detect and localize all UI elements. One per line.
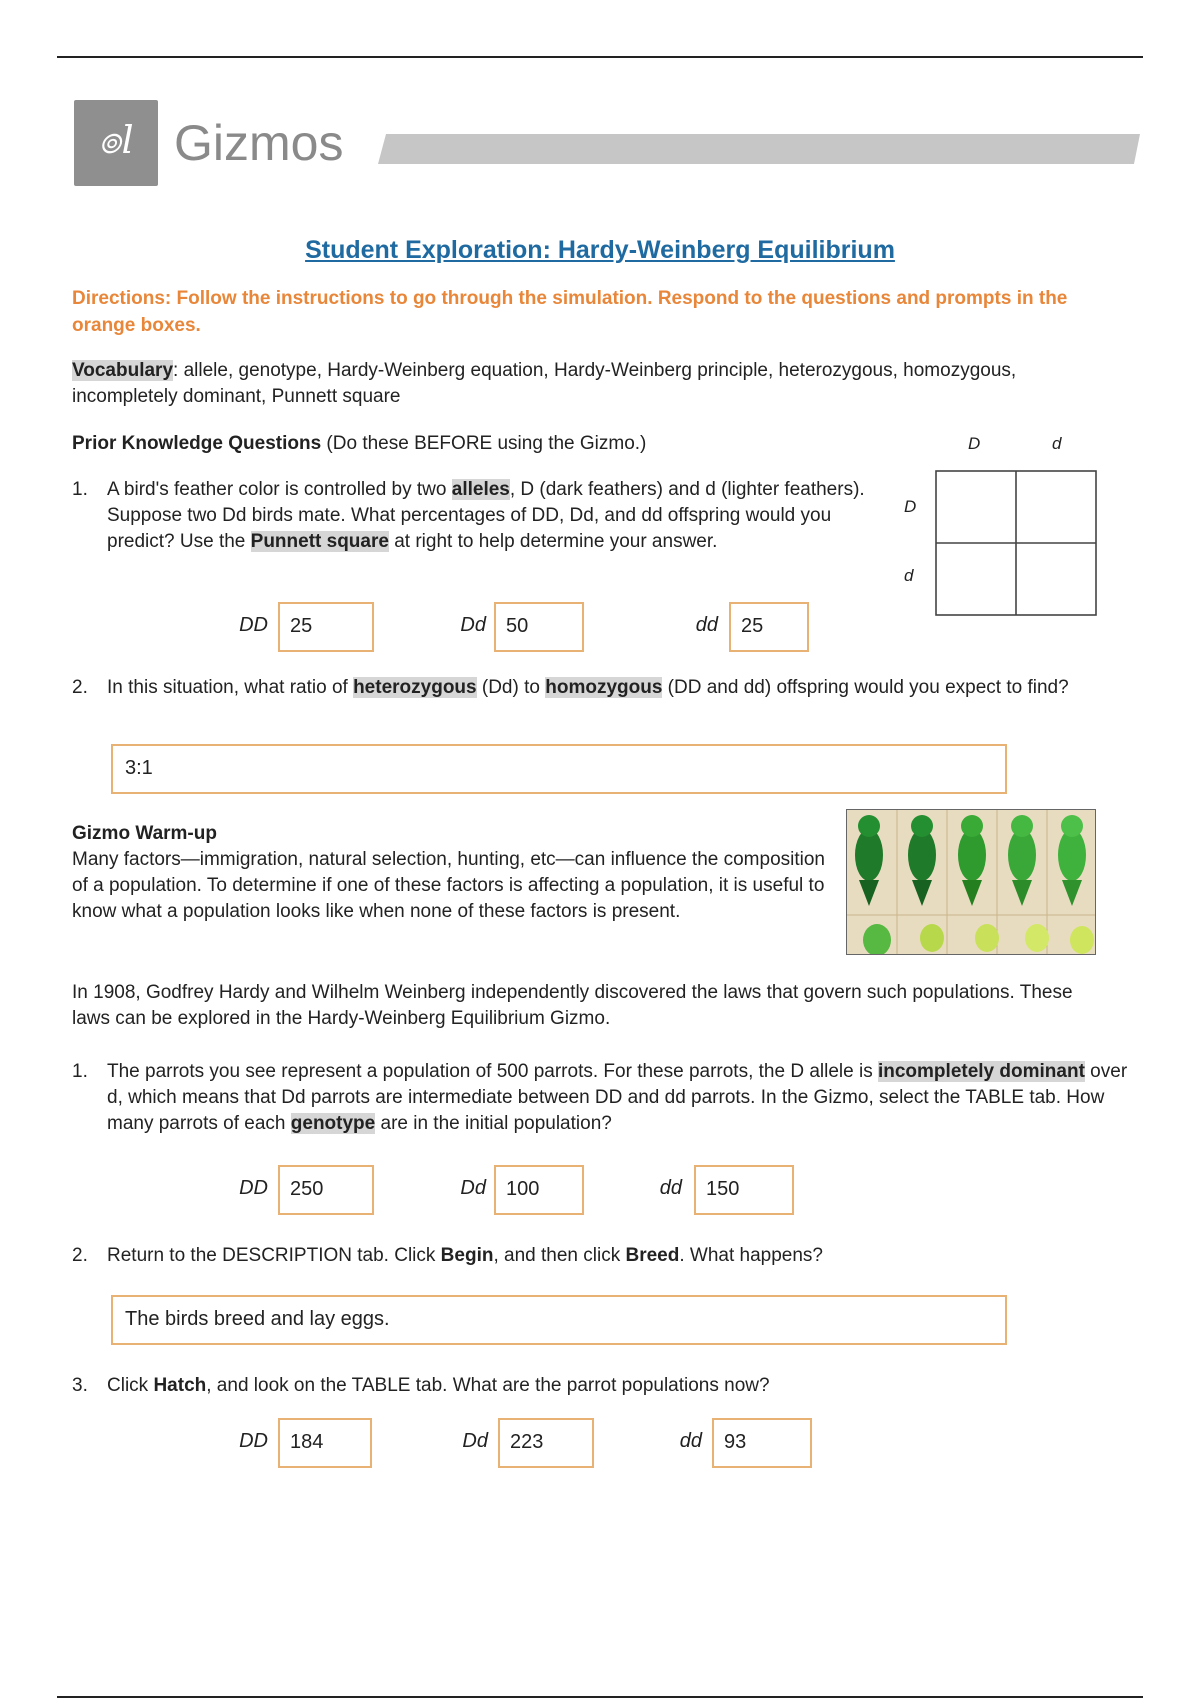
question-1-text xyxy=(107,477,882,555)
q1-text-part: A bird's feather color is controlled by two xyxy=(107,479,452,500)
q1-term-alleles: alleles xyxy=(451,479,510,500)
wq1-term-genotype: genotype xyxy=(290,1113,376,1134)
answer-box-DD[interactable]: 25 xyxy=(278,602,374,652)
warmup-question-1-text xyxy=(107,1059,1147,1137)
q2-term-homozygous: homozygous xyxy=(545,677,663,698)
q1-term-punnett: Punnett square xyxy=(250,531,389,552)
answer-box-dd[interactable]: 25 xyxy=(729,602,809,652)
prior-heading-label: Prior Knowledge Questions xyxy=(72,433,322,454)
directions-text: Directions: Follow the instructions to go through the simulation. Respond to the questions and prompts in the orange boxes. xyxy=(72,288,1068,336)
header-bar xyxy=(378,134,1140,164)
answer-label: dd xyxy=(659,1177,682,1199)
punnett-col-1: D xyxy=(968,434,981,453)
q2-term-heterozygous: heterozygous xyxy=(353,677,477,698)
wq1-text-part: are in the initial population? xyxy=(375,1113,612,1134)
punnett-row-1: D xyxy=(904,497,917,516)
punnett-row-2: d xyxy=(904,566,914,585)
wq1-text-part: over d, which means that Dd parrots are intermediate between DD and dd parrots. In the Gizmo, select the TABLE tab. How many parrots of each xyxy=(107,1061,1128,1134)
warmup-heading: Gizmo Warm-up xyxy=(72,823,217,844)
answer-box-DD-initial[interactable]: 250 xyxy=(278,1165,374,1215)
q2-text-part: In this situation, what ratio of xyxy=(107,677,354,698)
warmup-paragraph-2: In 1908, Godfrey Hardy and Wilhelm Weinberg independently discovered the laws that govern such populations. These laws can be explored in the Hardy-Weinberg Equilibrium Gizmo. xyxy=(72,982,1073,1029)
answer-box-DD-hatched[interactable]: 184 xyxy=(278,1418,372,1468)
warmup-paragraph-1: Many factors—immigration, natural selection, hunting, etc—can influence the composition of a population. To determine if one of these factors is affecting a population, it is useful to know what a population looks like when none of these factors is present. xyxy=(72,849,825,922)
answer-label: DD xyxy=(239,1430,268,1452)
q1-text-part: at right to help determine your answer. xyxy=(388,531,718,552)
q1-text-part: , D (dark feathers) and d (lighter feathers). Suppose two Dd birds mate. What percentages of DD, Dd, and dd offspring would you predict? Use the xyxy=(107,479,865,552)
page-title[interactable]: Student Exploration: Hardy-Weinberg Equilibrium xyxy=(305,236,895,264)
gizmos-logo-icon xyxy=(74,100,158,186)
question-number: 2. xyxy=(72,677,88,698)
wq3-hatch-label: Hatch xyxy=(153,1375,207,1396)
wq2-text-part: Return to the DESCRIPTION tab. Click xyxy=(107,1245,441,1266)
answer-label: DD xyxy=(239,1177,268,1199)
answer-label: Dd xyxy=(460,614,486,636)
top-rule xyxy=(57,56,1143,58)
answer-label: Dd xyxy=(462,1430,488,1452)
answer-box-dd-hatched[interactable]: 93 xyxy=(712,1418,812,1468)
answer-box-Dd[interactable]: 50 xyxy=(494,602,584,652)
wq2-text-part: , and then click xyxy=(493,1245,626,1266)
punnett-square xyxy=(935,470,1097,616)
parrots-illustration xyxy=(847,810,1095,954)
wq2-begin-label: Begin xyxy=(440,1245,494,1266)
q2-text-part: (Dd) to xyxy=(476,677,546,698)
prior-knowledge-heading xyxy=(72,431,872,457)
bottom-rule xyxy=(57,1696,1143,1698)
answer-box-dd-initial[interactable]: 150 xyxy=(694,1165,794,1215)
wq2-text-part: . What happens? xyxy=(679,1245,823,1266)
answer-box-what-happens[interactable]: The birds breed and lay eggs. xyxy=(111,1295,1007,1345)
vocabulary-label: Vocabulary xyxy=(72,360,174,381)
answer-label: Dd xyxy=(460,1177,486,1199)
answer-label: dd xyxy=(679,1430,702,1452)
warmup-question-3-text xyxy=(107,1373,1147,1399)
question-number: 2. xyxy=(72,1245,88,1266)
question-number: 3. xyxy=(72,1375,88,1396)
answer-box-Dd-hatched[interactable]: 223 xyxy=(498,1418,594,1468)
q2-text-part: (DD and dd) offspring would you expect to find? xyxy=(662,677,1069,698)
question-number: 1. xyxy=(72,479,88,500)
prior-heading-note: (Do these BEFORE using the Gizmo.) xyxy=(321,433,647,454)
answer-box-Dd-initial[interactable]: 100 xyxy=(494,1165,584,1215)
wq1-term-incompletely-dominant: incompletely dominant xyxy=(877,1061,1085,1082)
answer-box-ratio[interactable]: 3:1 xyxy=(111,744,1007,794)
wq2-breed-label: Breed xyxy=(625,1245,680,1266)
parrot-population-image xyxy=(846,809,1096,955)
punnett-col-2: d xyxy=(1052,434,1062,453)
question-number: 1. xyxy=(72,1061,88,1082)
vocabulary-paragraph xyxy=(72,358,1072,410)
logo-text: Gizmos xyxy=(174,115,344,171)
warmup-question-2-text xyxy=(107,1243,1147,1269)
vocabulary-text: : allele, genotype, Hardy-Weinberg equation, Hardy-Weinberg principle, heterozygous, homozygous, incompletely dominant, Punnett square xyxy=(72,360,1017,407)
answer-label: DD xyxy=(239,614,268,636)
wq3-text-part: Click xyxy=(107,1375,154,1396)
logo-mark: ๏l xyxy=(98,118,134,162)
wq3-text-part: , and look on the TABLE tab. What are the parrot populations now? xyxy=(206,1375,770,1396)
answer-label: dd xyxy=(695,614,718,636)
wq1-text-part: The parrots you see represent a population of 500 parrots. For these parrots, the D allele is xyxy=(107,1061,878,1082)
question-2-text xyxy=(107,675,1137,701)
